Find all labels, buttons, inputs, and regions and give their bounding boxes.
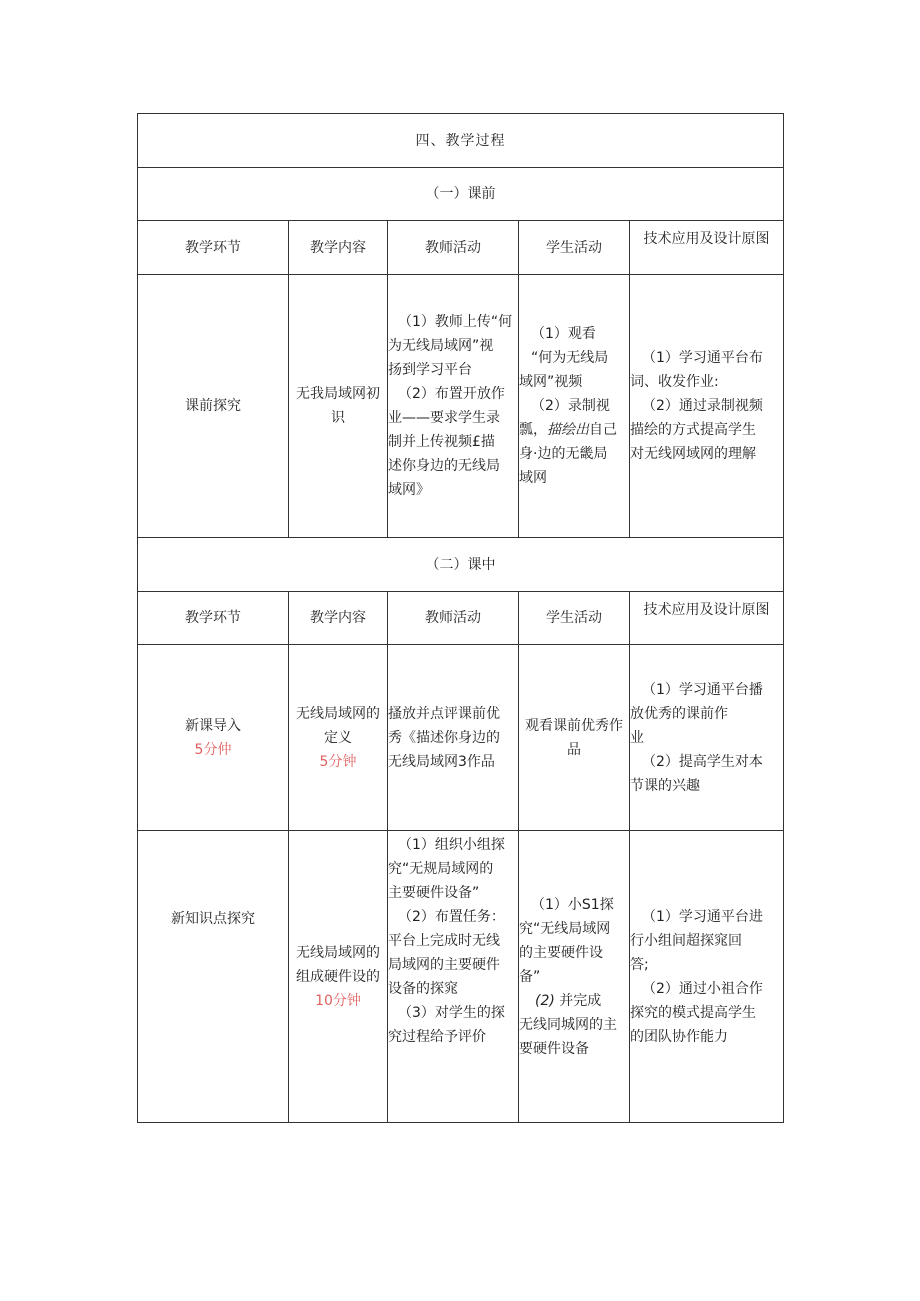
stage-cell: 课前探究 bbox=[138, 275, 289, 538]
student-activity-cell: （1）观看 “何为无线局 域网”视频 （2）录制视 瓢，描绘出自己 身·边的无畿局 域网 bbox=[519, 275, 630, 538]
tech-cell: （1）学习通平台播 放优秀的课前作 业 （2）提高学生对本 节课的兴趣 bbox=[630, 645, 784, 831]
tech-cell: （1）学习通平台布 词、收发作业: （2）通过录制视频 描绘的方式提高学生 对无线网域网的理解 bbox=[630, 275, 784, 538]
content-time: 5分钟 bbox=[319, 753, 357, 770]
table-row bbox=[138, 275, 784, 538]
header-teacher: 教师活动 bbox=[388, 221, 519, 275]
stage-cell: 新知识点探究 bbox=[138, 831, 289, 1123]
header-content: 教学内容 bbox=[289, 221, 388, 275]
teacher-activity-cell: （1）组织小组探 究“无规局域网的 主要硬件设备” （2）布置任务： 平台上完成时无线 局域网的主要硬件 设备的探窕 （3）对学生的探 究过程给予评价 bbox=[388, 831, 519, 1123]
header-teacher: 教师活动 bbox=[388, 592, 519, 645]
header-stage: 教学环节 bbox=[138, 221, 289, 275]
header-content: 教学内容 bbox=[289, 592, 388, 645]
content-cell: 无我局域网初 识 bbox=[289, 275, 388, 538]
header-stage: 教学环节 bbox=[138, 592, 289, 645]
student-activity-cell: （1）小S1探 究“无线局域网 的主要硬件设 备” (2) 并完成 无线同城网的主 要硬件设备 bbox=[519, 831, 630, 1123]
teaching-process-table bbox=[137, 113, 784, 1123]
header-tech: 技术应用及设计原图 bbox=[630, 592, 784, 645]
in-class-heading: （二）课中 bbox=[138, 538, 784, 592]
teacher-activity-cell: 搔放并点评课前优 秀《描述你身边的 无线局域网3作品 bbox=[388, 645, 519, 831]
stage-cell: 新课导入 5分仲 bbox=[138, 645, 289, 831]
tech-cell: （1）学习通平台进 行小组间超探窕回 答; （2）通过小祖合作 探究的模式提高学生 的团队协作能力 bbox=[630, 831, 784, 1123]
content-time: 10分钟 bbox=[315, 992, 361, 1009]
table-row bbox=[138, 831, 784, 1123]
content-cell: 无线局域网的 定义 5分钟 bbox=[289, 645, 388, 831]
content-cell: 无线局域网的 组成硬件设的 10分钟 bbox=[289, 831, 388, 1123]
before-class-heading: （一）课前 bbox=[138, 168, 784, 221]
section-title: 四、教学过程 bbox=[138, 114, 784, 168]
header-student: 学生活动 bbox=[519, 592, 630, 645]
before-class-header-row bbox=[138, 221, 784, 275]
in-class-header-row bbox=[138, 592, 784, 645]
header-student: 学生活动 bbox=[519, 221, 630, 275]
stage-time: 5分仲 bbox=[194, 741, 232, 758]
student-activity-cell: 观看课前优秀作 品 bbox=[519, 645, 630, 831]
header-tech: 技术应用及设计原图 bbox=[630, 221, 784, 275]
teacher-activity-cell: （1）教师上传“何 为无线局域网”视 扬到学习平台 （2）布置开放作 业——要求学生录 制并上传视频£描 述你身边的无线局 域网》 bbox=[388, 275, 519, 538]
table-row bbox=[138, 645, 784, 831]
